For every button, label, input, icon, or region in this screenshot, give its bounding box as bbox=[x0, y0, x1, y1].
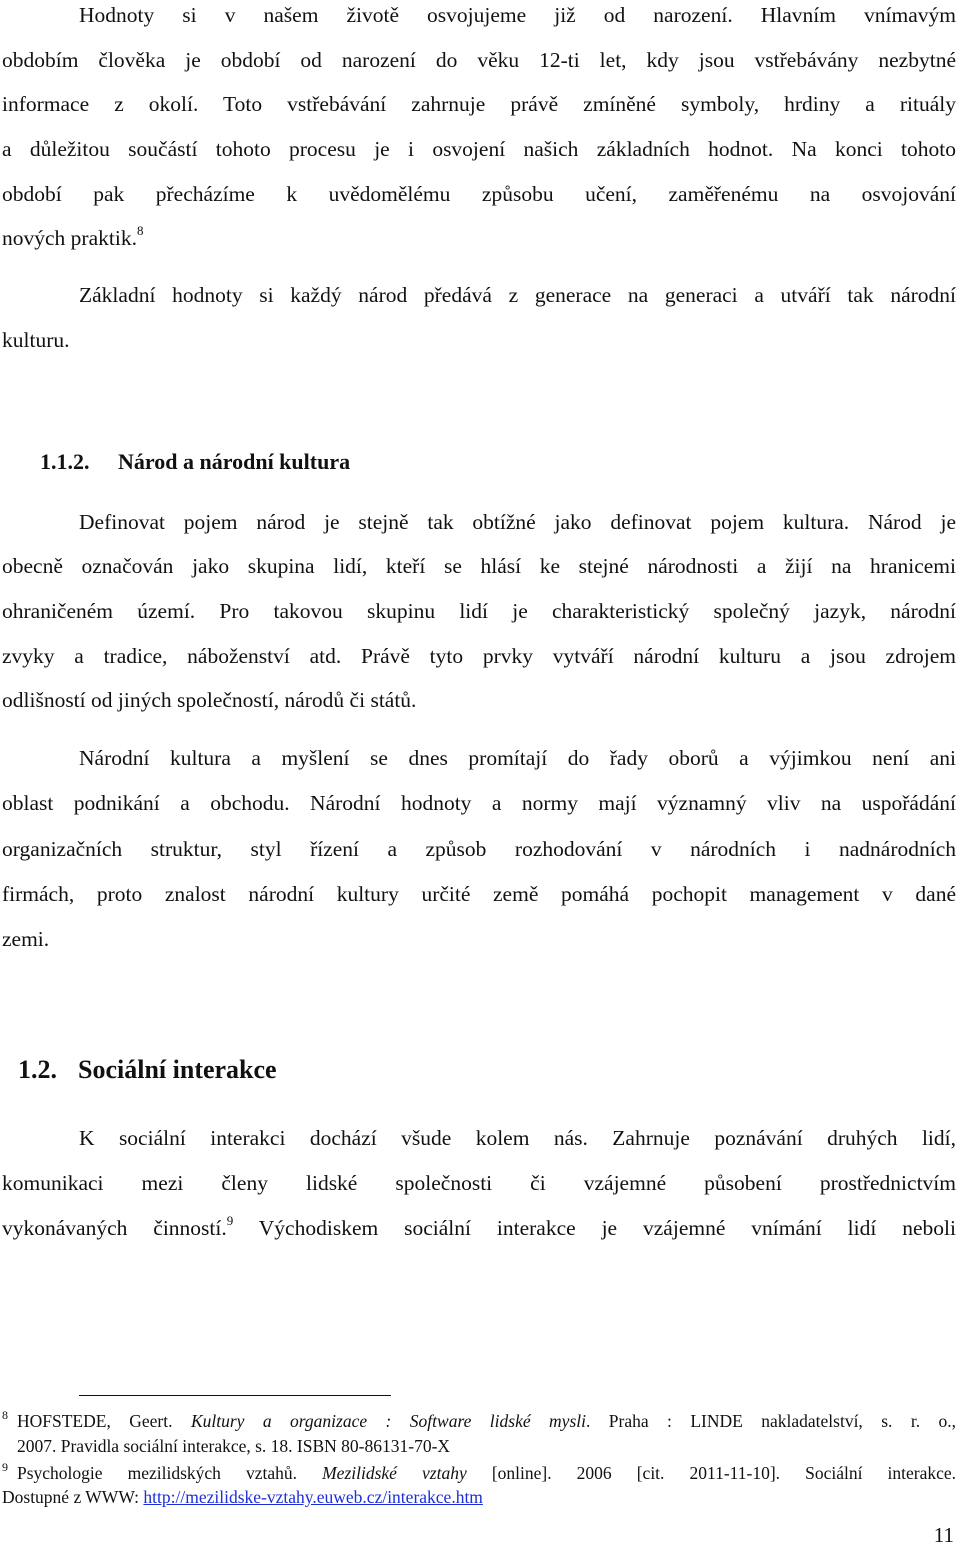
footnote-title: Kultury a organizace : Software lidské mysli bbox=[190, 1411, 586, 1431]
footnote-text: [online]. 2006 [cit. 2011-11-10]. Sociální interakce. bbox=[491, 1463, 957, 1483]
text-line bbox=[2, 222, 956, 251]
section-title: Národ a národní kultura bbox=[118, 449, 351, 474]
text-line: kulturu. bbox=[2, 328, 70, 352]
footnote-title: Mezilidské vztahy bbox=[322, 1463, 467, 1483]
text-line: Národní kultura a myšlení se dnes promítají do řady oborů a výjimkou není ani bbox=[79, 746, 956, 770]
text-line: firmách, proto znalost národní kultury určité země pomáhá pochopit management v dané bbox=[2, 882, 956, 906]
text-line: zemi. bbox=[2, 927, 50, 951]
page-number: 11 bbox=[933, 1523, 954, 1547]
footnote-text: Psychologie mezilidských vztahů. bbox=[17, 1463, 298, 1483]
footnote-text: HOFSTEDE, Geert. bbox=[17, 1411, 173, 1431]
text-fragment: nových praktik. bbox=[2, 226, 137, 250]
text-line: K sociální interakci dochází všude kolem nás. Zahrnuje poznávání druhých lidí, bbox=[79, 1126, 956, 1150]
section-number: 1.1.2. bbox=[40, 449, 90, 474]
text-line bbox=[2, 1212, 956, 1241]
text-line: a důležitou součástí tohoto procesu je i osvojení našich základních hodnot. Na konci tohoto bbox=[2, 137, 956, 161]
text-line: odlišností od jiných společností, národů či států. bbox=[2, 688, 417, 712]
text-line: Hodnoty si v našem životě osvojujeme již od narození. Hlavním vnímavým bbox=[79, 3, 956, 27]
footnote-9: $^9$ Psychologie mezilidských vztahů. Mezilidské vztahy [online]. 2006 [cit. 2011-11-10]. Sociální interakce. bbox=[2, 1460, 957, 1483]
footnote-8-continuation: 2007. Pravidla sociální interakce, s. 18. ISBN 80-86131-70-X bbox=[17, 1436, 451, 1456]
footnote-link[interactable]: http://mezilidske-vztahy.euweb.cz/interakce.htm bbox=[143, 1487, 483, 1507]
text-line: komunikaci mezi členy lidské společnosti či vzájemné působení prostřednictvím bbox=[2, 1171, 956, 1195]
text-line: Základní hodnoty si každý národ předává z generace na generaci a utváří tak národní bbox=[79, 283, 956, 307]
footnote-separator bbox=[79, 1395, 391, 1396]
text-line: informace z okolí. Toto vstřebávání zahrnuje právě zmíněné symboly, hrdiny a rituály bbox=[2, 92, 956, 116]
text-fragment: Východiskem sociální interakce je vzájemné vnímání lidí neboli bbox=[258, 1216, 956, 1240]
footnote-9-continuation bbox=[2, 1486, 956, 1508]
text-line: Definovat pojem národ je stejně tak obtížné jako definovat pojem kultura. Národ je bbox=[79, 510, 956, 534]
text-line: zvyky a tradice, náboženství atd. Právě tyto prvky vytváří národní kulturu a jsou zdrojem bbox=[2, 644, 956, 668]
text-line: období pak přecházíme k uvědomělému způsobu učení, zaměřenému na osvojování bbox=[2, 182, 956, 206]
chapter-heading bbox=[18, 1054, 277, 1086]
section-heading bbox=[40, 448, 350, 476]
text-line: obdobím člověka je období od narození do věku 12-ti let, kdy jsou vstřebávány nezbytné bbox=[2, 48, 956, 72]
footnote-text: Dostupné z WWW: bbox=[2, 1487, 140, 1507]
text-fragment: vykonávaných činností. bbox=[2, 1216, 227, 1240]
text-line: organizačních struktur, styl řízení a způsob rozhodování v národních i nadnárodních bbox=[2, 837, 956, 861]
text-line: oblast podnikání a obchodu. Národní hodnoty a normy mají významný vliv na uspořádání bbox=[2, 791, 956, 815]
section-title: Sociální interakce bbox=[78, 1055, 277, 1084]
footnote-ref[interactable]: 9 bbox=[226, 1212, 234, 1228]
text-line: ohraničeném území. Pro takovou skupinu lidí je charakteristický společný jazyk, národní bbox=[2, 599, 956, 623]
footnote-8: $^8$ HOFSTEDE, Geert. Kultury a organizace : Software lidské mysli. Praha : LINDE nakladatelství, s. r. o., bbox=[2, 1408, 957, 1431]
footnote-text: . Praha : LINDE nakladatelství, s. r. o., bbox=[585, 1411, 957, 1431]
footnote-ref[interactable]: 8 bbox=[136, 222, 144, 238]
section-number: 1.2. bbox=[18, 1055, 57, 1084]
text-line: obecně označován jako skupina lidí, kteří se hlásí ke stejné národnosti a žijí na hranicemi bbox=[2, 554, 956, 578]
